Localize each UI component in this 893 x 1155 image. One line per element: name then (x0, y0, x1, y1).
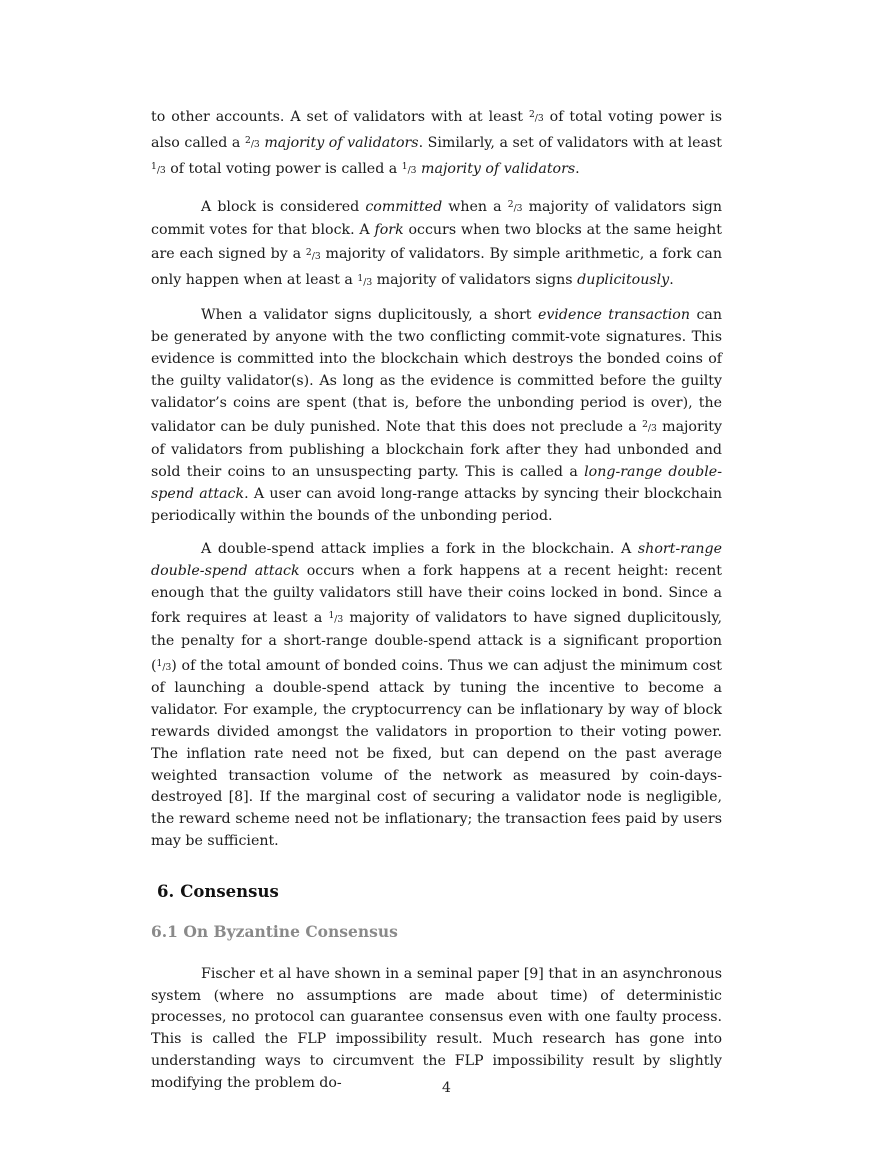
emphasis-term: short-range double-spend attack (151, 541, 722, 580)
text-span: can be generated by anyone with the two conflicting commit-vote signatures. This evidence is committed into the blockchain which destroys the bonded coins of the guilty validator(s). As long as the evidence is committed before the guilty validator’s coins are spent (that is, before the unbonding period is over), the validator can be duly punished. Note that this does not preclude a (151, 307, 722, 436)
fraction-two-thirds (529, 109, 544, 125)
fraction-denominator: /3 (162, 661, 172, 673)
page-number: 4 (442, 1080, 451, 1096)
fraction-numerator: 2 (528, 109, 535, 120)
heading-gap (151, 942, 722, 964)
fraction-one-third (357, 273, 372, 289)
paragraph-validator-majority (151, 104, 722, 182)
emphasis-term: long-range double-spend attack (151, 464, 722, 502)
fraction-numerator: 1 (156, 657, 163, 669)
fraction-numerator: 1 (357, 272, 364, 284)
paragraph-gap (151, 182, 722, 194)
fraction-denominator: /3 (250, 139, 260, 151)
text-span: when a (442, 198, 508, 215)
fraction-two-thirds (508, 199, 523, 215)
fraction-numerator: 1 (401, 160, 408, 172)
section-number: 6. (157, 881, 175, 901)
fraction-one-third (402, 161, 417, 177)
text-span: . A user can avoid long-range attacks by syncing their blockchain periodically within the bounds of the unbonding period. (151, 485, 722, 524)
fraction-denominator: /3 (513, 202, 523, 214)
paragraph-double-spend (151, 539, 722, 852)
fraction-two-thirds (642, 419, 657, 435)
emphasis-term: majority of validators (264, 135, 419, 152)
emphasis-term: committed (365, 198, 443, 215)
fraction-denominator: /3 (311, 250, 321, 262)
fraction-denominator: /3 (363, 276, 373, 288)
fraction-numerator: 1 (151, 160, 157, 172)
text-span: majority of validators. By simple arithmetic, a fork can only happen when at least a (151, 246, 722, 289)
text-span: A block is considered (201, 198, 366, 215)
text-span: to other accounts. A set of validators with at least (151, 109, 529, 126)
fraction-denominator: /3 (156, 164, 166, 176)
fraction-numerator: 2 (507, 198, 514, 210)
fraction-two-thirds (306, 247, 321, 263)
text-span: majority of validators sign commit votes for that block. A (151, 198, 722, 238)
fraction-two-thirds (245, 135, 260, 151)
fraction-denominator: /3 (534, 113, 544, 125)
fraction-one-third (157, 658, 172, 674)
text-span: majority of validators from publishing a blockchain fork after they had unbonded and sold their coins to an unsuspecting party. This is called a (151, 419, 723, 481)
text-span: . (669, 272, 674, 289)
text-span: majority of validators to have signed duplicitously, the penalty for a short-range double-spend attack is a significant proportion ( (151, 609, 723, 674)
fraction-numerator: 1 (328, 609, 335, 621)
text-span: ) of the total amount of bonded coins. Thus we can adjust the minimum cost of launching a double-spend attack by tuning the incentive to become a validator. For example, the cryptocurrency can be inflationary by way of block rewards divided amongst the validators in proportion to their voting power. The inflation rate need not be fixed, but can depend on the past average weighted transaction volume of the network as measured by coin-days-destroyed [8]. If the marginal cost of securing a validator node is negligible, the reward scheme need not be inflationary; the transaction fees paid by users may be sufficient. (151, 657, 722, 850)
emphasis-term: evidence transaction (537, 307, 690, 324)
emphasis-term: majority of validators (421, 160, 576, 177)
fraction-numerator: 2 (244, 134, 251, 146)
text-span: majority of validators signs (372, 272, 578, 289)
section-title: Consensus (180, 881, 279, 901)
text-span: occurs when two blocks at the same height are each signed by a (151, 221, 722, 263)
document-page (151, 104, 722, 1095)
section-heading (157, 882, 722, 902)
fraction-denominator: /3 (334, 613, 344, 625)
text-span: . (575, 160, 580, 177)
paragraph-gap (151, 527, 722, 539)
paragraph-evidence-transaction (151, 305, 722, 527)
emphasis-term: fork (374, 221, 404, 238)
fraction-numerator: 2 (305, 246, 312, 258)
text-span: . Similarly, a set of validators with at least (418, 135, 723, 152)
text-span: When a validator signs duplicitously, a short (201, 307, 538, 324)
text-span: occurs when a fork happens at a recent height: recent enough that the guilty validators still have their coins locked in bond. Since a fork requires at least a (151, 563, 722, 626)
paragraph-committed-fork (151, 194, 722, 294)
text-span: of total voting power is called a (165, 160, 402, 177)
fraction-one-third (328, 610, 343, 626)
fraction-denominator: /3 (407, 164, 417, 176)
paragraph-flp: Fischer et al have shown in a seminal paper [9] that in an asynchronous system (where no assumptions are made about time) of deterministic processes, no protocol can guarantee consensus even with one faulty process. This is called the FLP impossibility result. Much research has gone into understanding ways to circumvent the FLP impossibility result by slightly modifying the problem do- (151, 965, 722, 1091)
text-span: A double-spend attack implies a fork in the blockchain. A (201, 541, 638, 558)
fraction-one-third (151, 161, 166, 177)
subsection-heading: 6.1 On Byzantine Consensus (151, 921, 398, 941)
emphasis-term: duplicitously (577, 272, 670, 289)
text-span: of total voting power is also called a (151, 109, 722, 152)
paragraph-gap (151, 293, 722, 305)
fraction-denominator: /3 (647, 423, 657, 435)
fraction-numerator: 2 (642, 419, 648, 431)
